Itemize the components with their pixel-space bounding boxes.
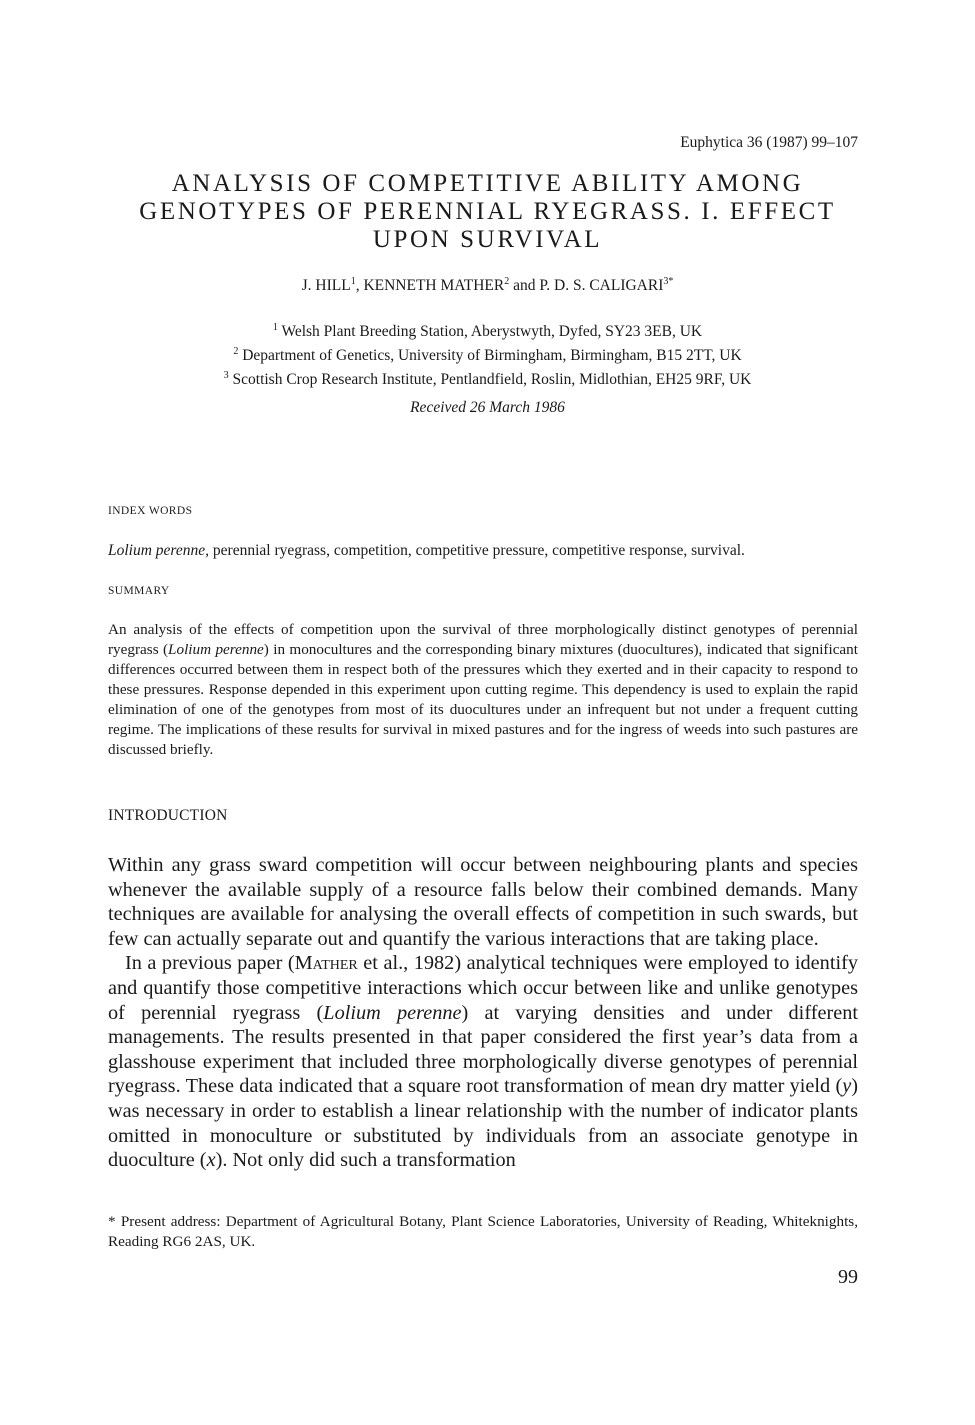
body-text-part: ) at varying densities and under different managements. The results presented in that paper considered the first year’s data from a glasshouse experiment that included three morphologically diverse genotypes of perennial ryegrass. These data indicated that a square root transformation of mean dry matter yield (	[108, 1001, 858, 1098]
journal-reference: Euphytica 36 (1987) 99–107	[680, 134, 858, 151]
affiliation-text: Scottish Crop Research Institute, Pentlandfield, Roslin, Midlothian, EH25 9RF, UK	[228, 371, 752, 389]
introduction-body	[108, 853, 858, 1173]
author-name: KENNETH MATHER	[363, 277, 505, 295]
affiliation-line	[100, 342, 875, 366]
body-text-part: ). Not only did such a transformation	[215, 1149, 516, 1172]
author-affiliation-mark: 2	[504, 276, 510, 287]
body-italic-variable: y	[842, 1075, 852, 1098]
body-paragraph	[108, 951, 858, 1172]
title-line: UPON SURVIVAL	[372, 226, 603, 253]
affiliation-mark: 3	[223, 370, 229, 382]
author-list	[100, 276, 875, 295]
affiliation-text: Welsh Plant Breeding Station, Aberystwyth, Dyfed, SY23 3EB, UK	[277, 323, 703, 341]
affiliation-line	[100, 318, 875, 342]
author-separator: ,	[355, 277, 364, 295]
summary-paragraph	[108, 620, 858, 760]
author-name: P. D. S. CALIGARI	[539, 277, 664, 295]
introduction-heading: INTRODUCTION	[108, 807, 228, 824]
summary-text-part: An analysis of the effects of competition upon the survival of three morphologically distinct genotypes of perennial ryegrass (	[108, 621, 858, 658]
author-name: J. HILL	[301, 277, 351, 295]
author-affiliation-mark: 1	[350, 276, 356, 287]
body-text-part: ) was necessary in order to establish a linear relationship with the number of indicator plants omitted in monoculture or substituted by individuals from an associate genotype in duoculture (	[108, 1075, 858, 1172]
received-date: Received 26 March 1986	[410, 399, 565, 416]
summary-italic-species: Lolium perenne	[168, 641, 264, 658]
affiliations	[100, 318, 875, 390]
body-text-part: In a previous paper (	[125, 952, 295, 975]
index-words-italic: Lolium perenne,	[108, 542, 210, 559]
summary-heading: SUMMARY	[108, 585, 170, 597]
body-italic-variable: x	[206, 1149, 216, 1172]
author-separator: and	[509, 277, 540, 295]
index-words-text	[108, 542, 858, 560]
affiliation-mark: 1	[272, 322, 278, 333]
title-line: GENOTYPES OF PERENNIAL RYEGRASS. I. EFFECT	[139, 198, 836, 225]
citation-author: Mather	[294, 952, 358, 975]
affiliation-mark: 2	[233, 346, 239, 358]
body-text-part: et al., 1982) analytical techniques were employed to identify and quantify those competitive interactions which occur between like and unlike genotypes of perennial ryegrass (	[108, 952, 858, 1024]
affiliation-text: Department of Genetics, University of Birmingham, Birmingham, B15 2TT, UK	[238, 347, 742, 365]
page-number: 99	[838, 1266, 858, 1288]
paper-title	[100, 170, 875, 254]
author-affiliation-mark: 3*	[663, 276, 674, 287]
body-paragraph: Within any grass sward competition will occur between neighbouring plants and species whenever the available supply of a resource falls below their combined demands. Many techniques are available for analysing the overall effects of competition in such swards, but few can actually separate out and quantify the various interactions that are taking place.	[108, 854, 858, 950]
index-words-heading: INDEX WORDS	[108, 505, 193, 517]
title-line: ANALYSIS OF COMPETITIVE ABILITY AMONG	[171, 170, 804, 197]
index-words-rest: perennial ryegrass, competition, competitive pressure, competitive response, survival.	[209, 542, 745, 559]
summary-text-part: ) in monocultures and the corresponding binary mixtures (duocultures), indicated that significant differences occurred between them in respect both of the pressures which they exerted and in their capacity to respond to these pressures. Response depended in this experiment upon cutting regime. This dependency is used to explain the rapid elimination of one of the genotypes from most of its duocultures under an infrequent but not under a frequent cutting regime. The implications of these results for survival in mixed pastures and for the ingress of weeds into such pastures are discussed briefly.	[108, 641, 858, 758]
footnote: * Present address: Department of Agricultural Botany, Plant Science Laboratories, University of Reading, Whiteknights, Reading RG6 2AS, UK.	[108, 1213, 858, 1250]
affiliation-line	[100, 366, 875, 390]
body-italic-species: Lolium perenne	[323, 1001, 462, 1024]
